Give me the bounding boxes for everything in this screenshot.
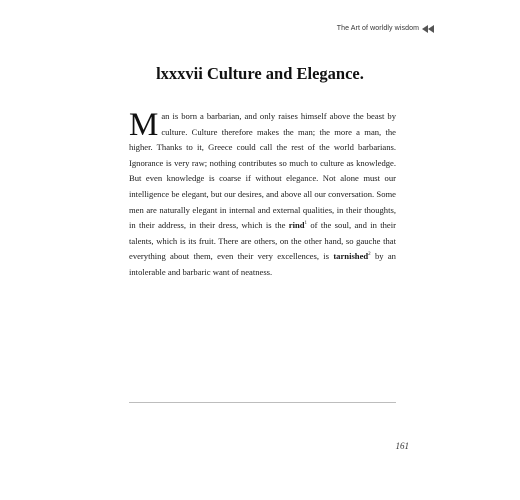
drop-cap: M <box>129 107 159 143</box>
back-arrows-icon[interactable] <box>422 25 434 33</box>
body-text-segment: an is born a barbarian, and only raises himself above the beast by culture. Culture therefore makes the man; the more a man, the higher. Thanks to it, Greece could call the rest of the world barbarians. Ignorance is very raw; nothing contributes so much to culture as knowledge. But even knowledge is coarse if without elegance. Not alone must our intelligence be elegant, but our desires, and above all our conversation. Some men are naturally elegant in internal and external qualities, in their thoughts, in their address, in their dress, which is the <box>129 111 396 231</box>
glossary-term: rind <box>288 220 305 231</box>
body-text-segment: by an intolerable and barbaric want of neatness. <box>129 251 396 277</box>
running-head-title: The Art of worldly wisdom <box>336 25 419 32</box>
chapter-title: lxxxvii Culture and Elegance. <box>156 64 364 83</box>
arrow-left-icon <box>428 25 434 33</box>
footnote-marker[interactable]: 2 <box>368 252 371 258</box>
footnote-divider <box>129 402 396 403</box>
footnote-marker[interactable]: 1 <box>304 221 308 227</box>
glossary-term: tarnished <box>333 251 369 262</box>
body-text-segment: of the soul, and in their talents, which is its fruit. There are others, on the other hand, so gauche that everything about them, even their very excellences, is <box>129 220 396 262</box>
body-paragraph <box>129 109 396 281</box>
page-number: 161 <box>395 441 409 451</box>
